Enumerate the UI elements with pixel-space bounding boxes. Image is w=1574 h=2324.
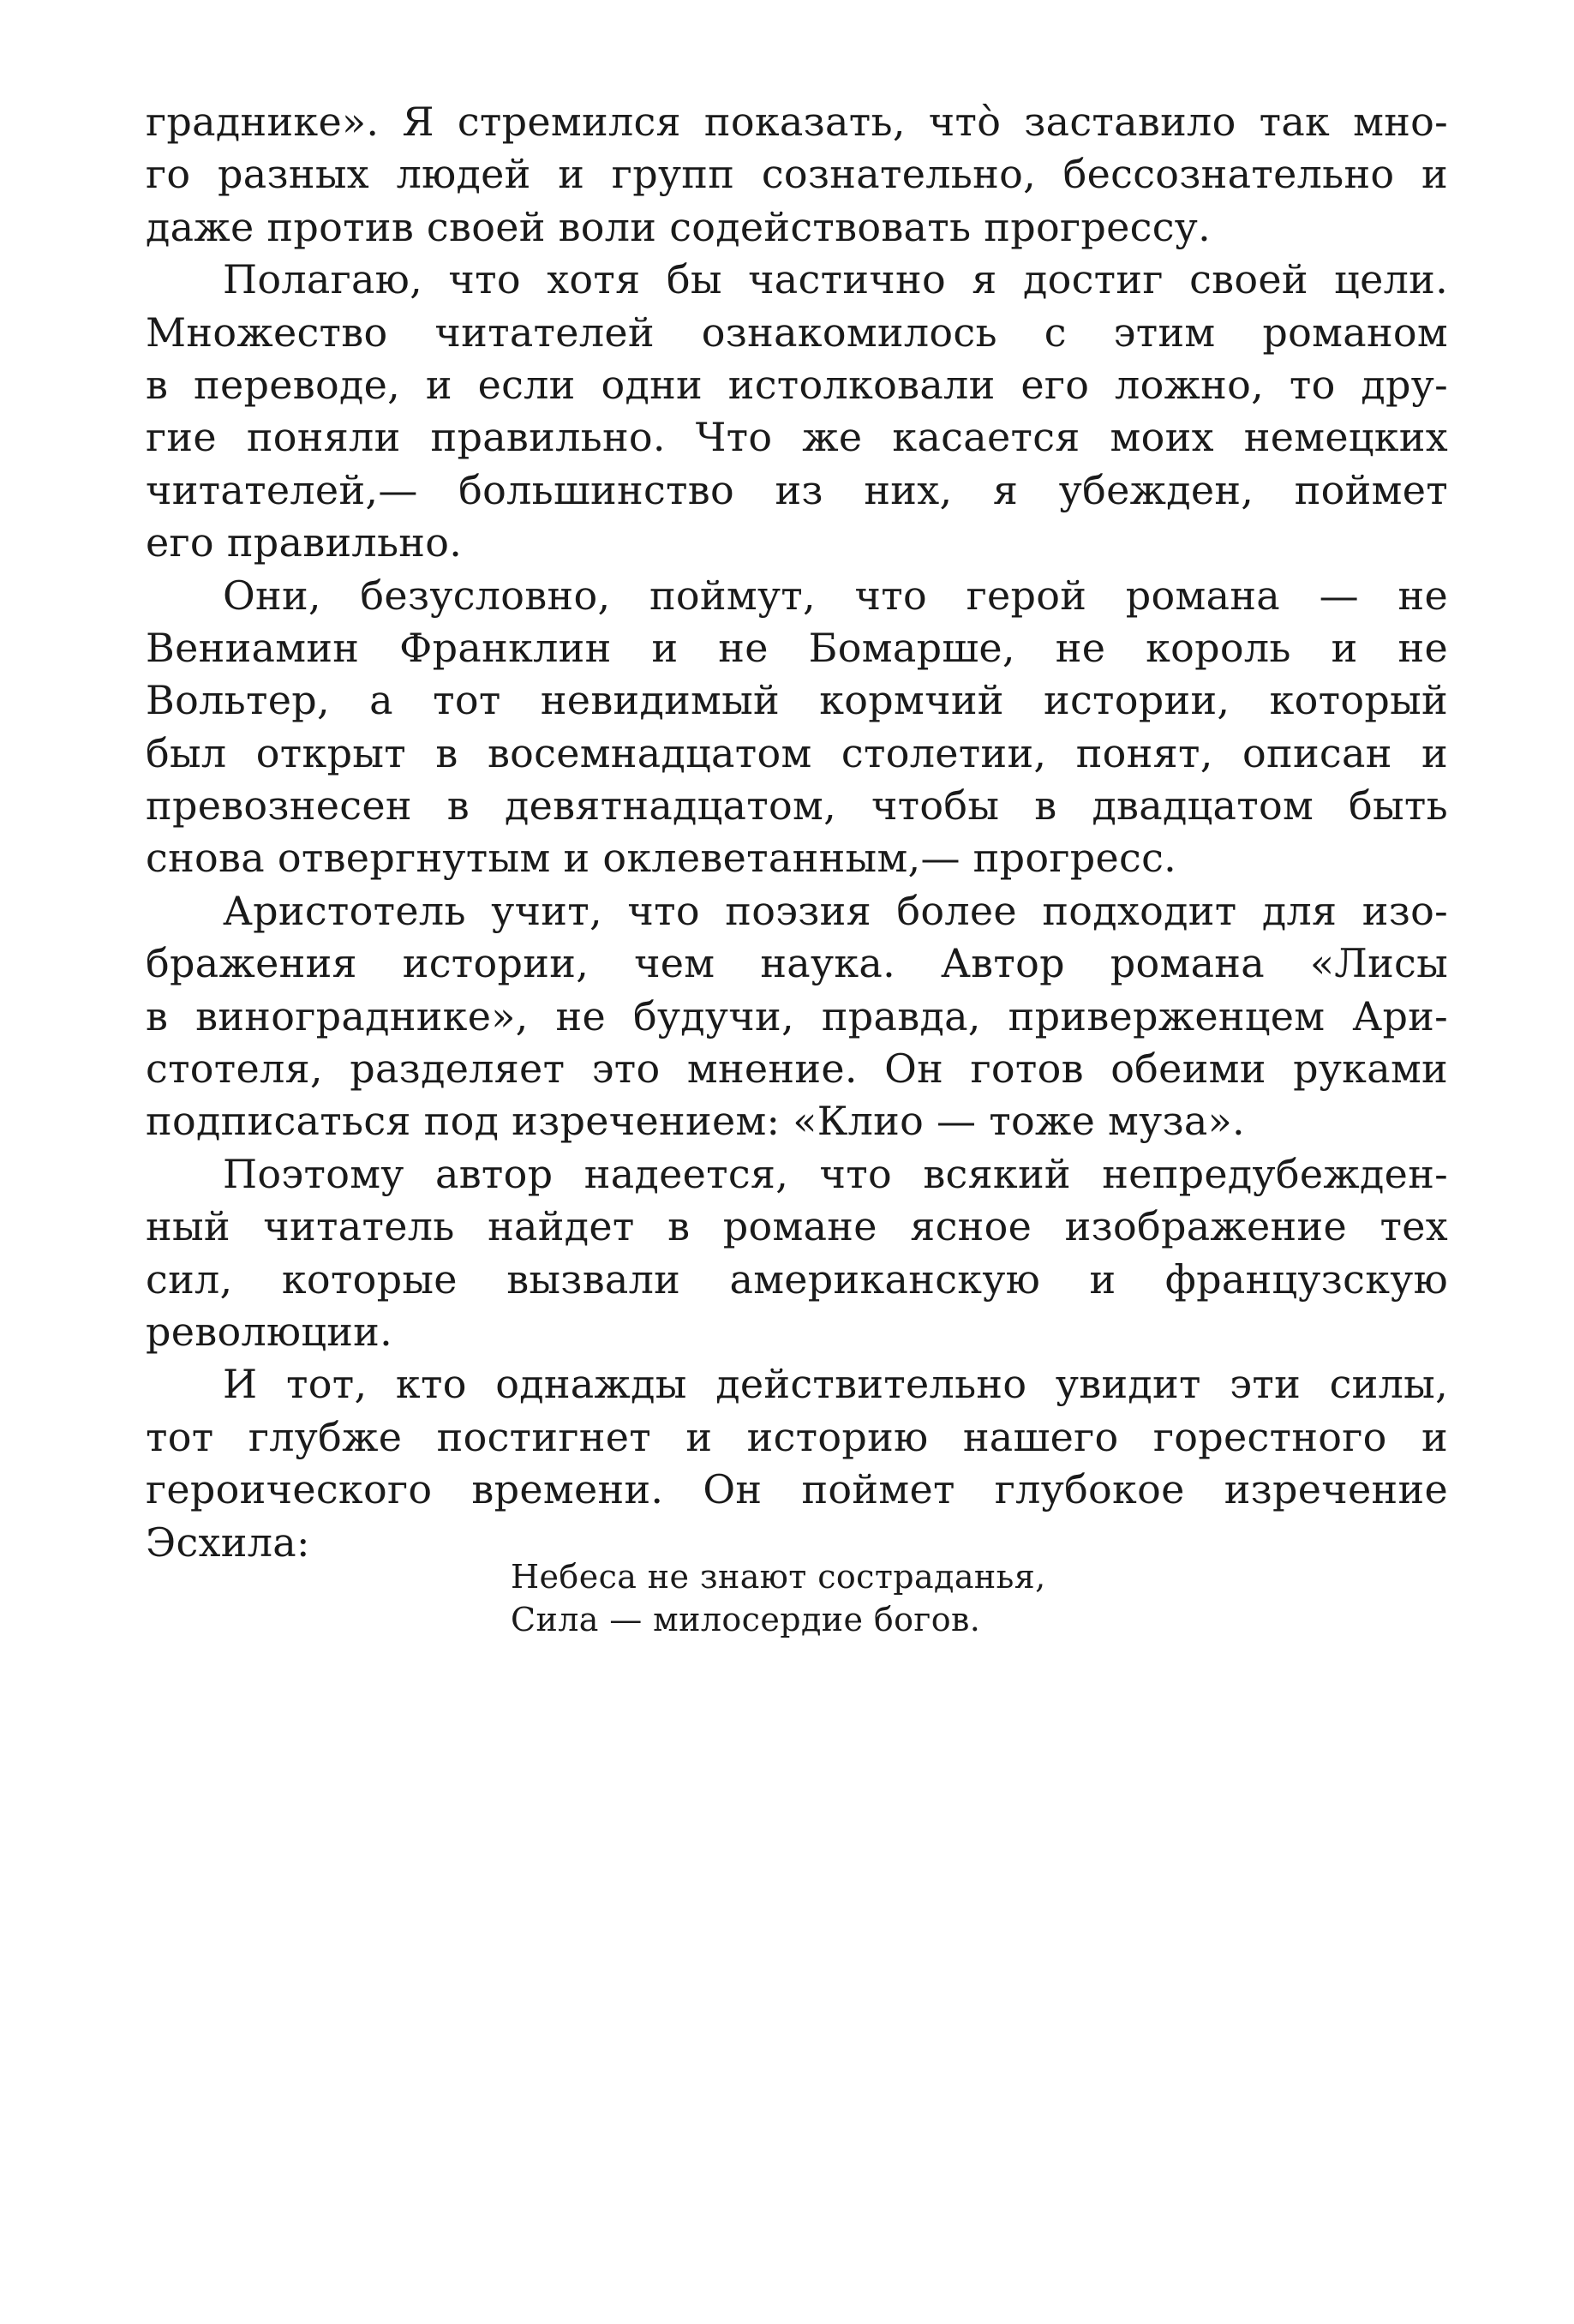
text-line: бражения истории, чем наука. Автор романа «Лисы [146, 940, 1448, 987]
text-line: был открыт в восемнадцатом столетии, понят, описан и [146, 729, 1448, 776]
text-line: стотеля, разделяет это мнение. Он готов обеими руками [146, 1045, 1448, 1093]
paragraph-first-line: Они, безусловно, поймут, что герой романа — не [223, 572, 1448, 619]
epigraph-line: Небеса не знают состраданья, [511, 1558, 1046, 1596]
text-line: ный читатель найдет в романе ясное изображение тех [146, 1203, 1448, 1250]
paragraph-first-line: Полагаю, что хотя бы частично я достиг своей цели. [223, 256, 1448, 303]
text-line: градникe». Я стремился показать, что̀ заставило так мно- [146, 99, 1448, 145]
body-text [146, 96, 1448, 1569]
text-line: Множество читателей ознакомилось с этим романом [146, 308, 1448, 356]
text-line: в переводе, и если одни истолковали его ложно, то дру- [146, 361, 1448, 408]
paragraph-first-line: И тот, кто однажды действительно увидит эти силы, [223, 1361, 1448, 1408]
text-line: даже против своей воли содействовать прогрессу. [146, 203, 1212, 250]
paragraph-first-line: Поэтому автор надеется, что всякий непредубежден- [223, 1150, 1448, 1197]
epigraph-quote [511, 1555, 1196, 1641]
text-line: в винограднике», не будучи, правда, приверженцем Ари- [146, 992, 1448, 1039]
text-line: сил, которые вызвали американскую и французскую [146, 1255, 1448, 1303]
text-line: гие поняли правильно. Что же касается моих немецких [146, 414, 1448, 461]
text-line: его правильно. [146, 519, 463, 566]
text-line: Вольтер, а тот невидимый кормчий истории, который [146, 677, 1448, 724]
text-line: превознесен в девятнадцатом, чтобы в двадцатом быть [146, 782, 1448, 830]
text-line: го разных людей и групп сознательно, бессознательно и [146, 151, 1448, 198]
text-line: Эсхила: [146, 1518, 310, 1566]
text-line: тот глубже постигнет и историю нашего горестного и [146, 1413, 1448, 1460]
text-line: Вениамин Франклин и не Бомарше, не король и не [146, 624, 1448, 671]
paragraph-first-line: Аристотель учит, что поэзия более подходит для изо- [223, 887, 1448, 934]
epigraph-line: Сила — милосердие богов. [511, 1601, 981, 1638]
text-line: читателей,— большинство из них, я убежден, поймет [146, 466, 1448, 513]
text-line: подписаться под изречением: «Клио — тоже муза». [146, 1098, 1245, 1145]
text-line: революции. [146, 1308, 393, 1355]
text-line: героического времени. Он поймет глубокое изречение [146, 1466, 1448, 1513]
text-line: снова отвергнутым и оклеветанным,— прогресс. [146, 835, 1177, 882]
